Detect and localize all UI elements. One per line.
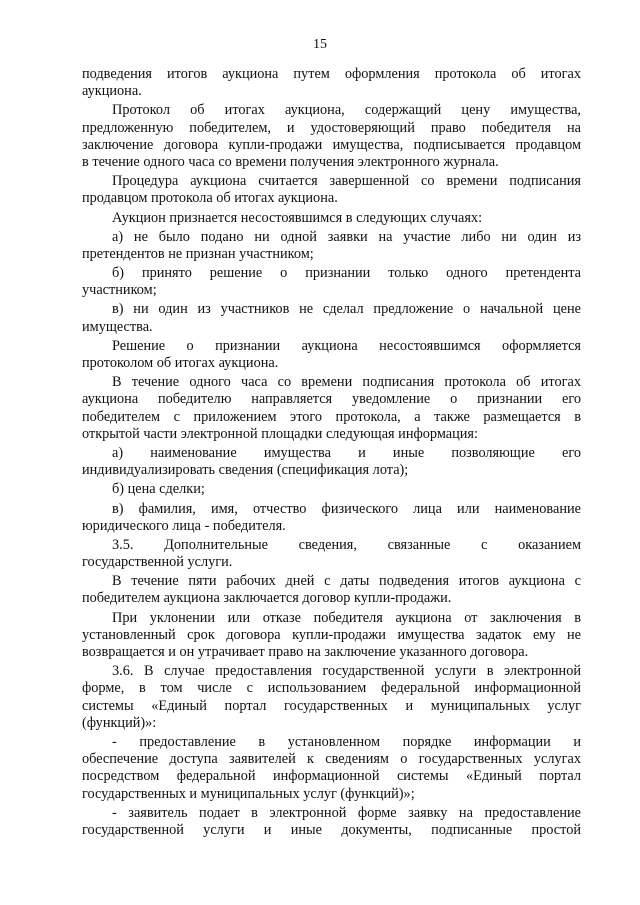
text-line: возвращается и он утрачивает право на заключение указанного договора.	[82, 644, 529, 660]
text-line: индивидуализировать сведения (спецификация лота);	[82, 462, 409, 479]
text-line: форме, в том числе с использованием федеральной информационной	[82, 680, 581, 697]
text-line: в течение одного часа со времени получения электронного журнала.	[82, 153, 499, 170]
text-line: Протокол об итогах аукциона, содержащий цену имущества,	[112, 102, 581, 119]
text-line: Решение о признании аукциона несостоявшимся оформляется	[112, 337, 581, 354]
text-line: государственной услуги и иные документы, подписанные простой	[82, 821, 581, 838]
text-line: участником;	[82, 282, 157, 299]
text-line: претендентов не признан участником;	[82, 245, 314, 262]
text-line: государственных и муниципальных услуг (функций)»;	[82, 785, 415, 802]
text-line: предложенную победителем, и удостоверяющий право победителя на	[82, 119, 581, 136]
text-line: аукциона победителю направляется уведомление о признании его	[82, 391, 581, 408]
text-line: 3.5. Дополнительные сведения, связанные с оказанием	[112, 536, 581, 553]
text-line: В течение одного часа со времени подписания протокола об итогах	[112, 374, 581, 391]
text-line: - предоставление в установленном порядке информации и	[112, 733, 581, 750]
text-line: в) фамилия, имя, отчество физического лица или наименование	[112, 500, 581, 517]
text-line: открытой части электронной площадки следующая информация:	[82, 425, 478, 442]
text-line: продавцом протокола об итогах аукциона.	[82, 190, 338, 207]
text-line: государственной услуги.	[82, 554, 233, 571]
text-line: победителем аукциона заключается договор купли-продажи.	[82, 590, 452, 607]
text-line: посредством федеральной информационной системы «Единый портал	[82, 768, 581, 785]
text-line: протоколом об итогах аукциона.	[82, 355, 279, 371]
text-line: имущества.	[82, 318, 153, 335]
text-line: установленный срок договора купли-продажи имущества задаток ему не	[82, 626, 581, 643]
text-line: б) цена сделки;	[112, 481, 205, 498]
text-line: системы «Единый портал государственных и муниципальных услуг	[82, 697, 581, 714]
text-line: - заявитель подает в электронной форме заявку на предоставление	[112, 804, 581, 821]
text-line: победителем с приложением этого протокола, а также размещается в	[82, 408, 581, 425]
text-line: (функций)»:	[82, 714, 157, 731]
text-line: обеспечение доступа заявителей к сведениям о государственных услугах	[82, 751, 581, 768]
page-number: 15	[313, 37, 327, 52]
text-line: Аукцион признается несостоявшимся в следующих случаях:	[112, 209, 483, 226]
document-body	[82, 66, 581, 839]
text-line: 3.6. В случае предоставления государственной услуги в электронной	[112, 663, 581, 680]
text-line: подведения итогов аукциона путем оформления протокола об итогах	[82, 66, 581, 82]
text-line: в) ни один из участников не сделал предложение о начальной цене	[112, 301, 581, 318]
text-line: а) наименование имущества и иные позволяющие его	[112, 444, 581, 461]
text-line: аукциона.	[82, 83, 142, 100]
text-line: а) не было подано ни одной заявки на участие либо ни один из	[112, 228, 581, 245]
text-line: заключение договора купли-продажи имущества, подписывается продавцом	[82, 136, 581, 153]
text-line: При уклонении или отказе победителя аукциона от заключения в	[112, 609, 581, 626]
text-line: б) принято решение о признании только одного претендента	[112, 265, 581, 282]
text-line: В течение пяти рабочих дней с даты подведения итогов аукциона с	[112, 573, 581, 590]
text-line: юридического лица - победителя.	[82, 517, 286, 534]
text-line: Процедура аукциона считается завершенной со времени подписания	[112, 173, 581, 190]
